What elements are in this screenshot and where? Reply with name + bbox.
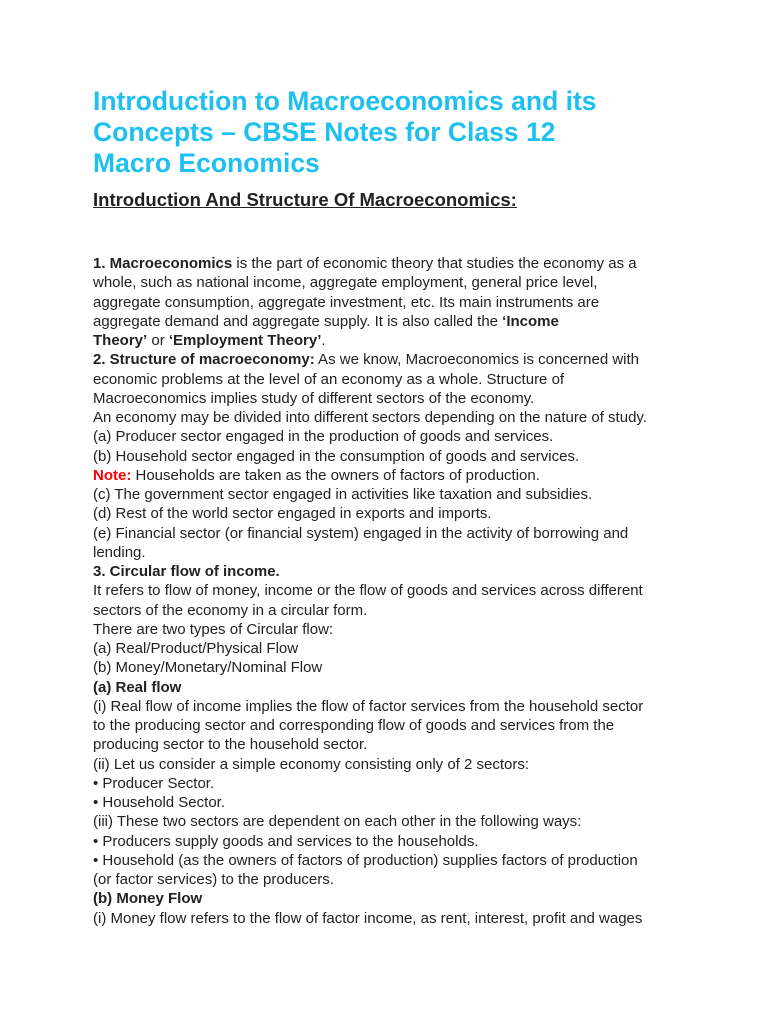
sector-household: • Household Sector. bbox=[93, 794, 225, 811]
real-flow-i-2: to the producing sector and corresponding flow of goods and services from the bbox=[93, 717, 615, 734]
real-flow-iii: (iii) These two sectors are dependent on each other in the following ways: bbox=[93, 813, 582, 831]
p2-item-e-1: (e) Financial sector (or financial system) engaged in the activity of borrowing and bbox=[93, 524, 629, 542]
sector-producer: • Producer Sector. bbox=[93, 774, 215, 792]
real-flow-i-3: producing sector to the household sector. bbox=[93, 736, 368, 754]
p2-item-e-2: lending. bbox=[93, 543, 146, 561]
p2-line-3: Macroeconomics implies study of different sectors of the economy. bbox=[93, 389, 535, 407]
p3-heading: 3. Circular flow of income. bbox=[93, 563, 280, 580]
p3-line-2: sectors of the economy in a circular form. bbox=[93, 601, 368, 619]
p1-or: or bbox=[147, 332, 169, 349]
title-line-2: Concepts – CBSE Notes for Class 12 bbox=[93, 117, 556, 147]
p1-line-5 bbox=[93, 331, 683, 350]
real-flow-ii: (ii) Let us consider a simple economy consisting only of 2 sectors: bbox=[93, 755, 530, 773]
way-2b: (or factor services) to the producers. bbox=[93, 871, 334, 888]
p1-end: . bbox=[321, 332, 326, 349]
body-text bbox=[93, 254, 683, 928]
p2-item-d: (d) Rest of the world sector engaged in exports and imports. bbox=[93, 505, 492, 523]
term-employment: ‘Employment Theory’ bbox=[168, 332, 322, 349]
p1-text-1: is the part of economic theory that studies the economy as a bbox=[232, 255, 637, 272]
money-flow-heading: (b) Money Flow bbox=[93, 890, 203, 908]
title-line-1: Introduction to Macroeconomics and its bbox=[93, 86, 597, 116]
money-flow-i-1: (i) Money flow refers to the flow of factor income, as rent, interest, profit and wages bbox=[93, 909, 643, 927]
page-title bbox=[93, 86, 683, 179]
p1-lead: 1. Macroeconomics bbox=[93, 255, 233, 272]
p3-item-b: (b) Money/Monetary/Nominal Flow bbox=[93, 659, 323, 677]
p2-item-a: (a) Producer sector engaged in the production of goods and services. bbox=[93, 428, 554, 446]
real-flow-heading: (a) Real flow bbox=[93, 678, 182, 696]
p2-item-c: (c) The government sector engaged in activities like taxation and subsidies. bbox=[93, 486, 593, 503]
note-label: Note: bbox=[93, 466, 132, 484]
section-heading: Introduction And Structure Of Macroeconomics: bbox=[93, 189, 517, 210]
real-flow-i-1: (i) Real flow of income implies the flow of factor services from the household sector bbox=[93, 697, 644, 715]
document-page bbox=[93, 86, 683, 928]
p1-line-2: whole, such as national income, aggregate employment, general price level, bbox=[93, 274, 598, 292]
p1-line-1 bbox=[93, 254, 683, 273]
p3-item-a: (a) Real/Product/Physical Flow bbox=[93, 640, 299, 657]
way-2a: • Household (as the owners of factors of production) supplies factors of production bbox=[93, 851, 638, 869]
way-1: • Producers supply goods and services to the households. bbox=[93, 832, 479, 850]
p2-text-1: As we know, Macroeconomics is concerned with bbox=[314, 351, 640, 369]
p1-line-4 bbox=[93, 312, 683, 331]
p2-lead: 2. Structure of macroeconomy: bbox=[93, 351, 315, 369]
p2-line-1 bbox=[93, 350, 683, 369]
p2-line-2: economic problems at the level of an economy as a whole. Structure of bbox=[93, 370, 565, 388]
p1-text-4: aggregate demand and aggregate supply. It is also called the bbox=[93, 312, 503, 330]
note-line bbox=[93, 466, 683, 485]
term-income: ‘Income bbox=[502, 312, 559, 330]
p2-line-4: An economy may be divided into different sectors depending on the nature of study. bbox=[93, 409, 647, 426]
p1-line-3: aggregate consumption, aggregate investment, etc. Its main instruments are bbox=[93, 293, 600, 311]
note-text: Households are taken as the owners of factors of production. bbox=[131, 466, 540, 484]
p3-line-3: There are two types of Circular flow: bbox=[93, 620, 334, 638]
title-line-3: Macro Economics bbox=[93, 148, 320, 178]
p2-item-b: (b) Household sector engaged in the consumption of goods and services. bbox=[93, 447, 580, 465]
term-income-b: Theory’ bbox=[93, 332, 148, 349]
p3-line-1: It refers to flow of money, income or the flow of goods and services across different bbox=[93, 582, 643, 600]
